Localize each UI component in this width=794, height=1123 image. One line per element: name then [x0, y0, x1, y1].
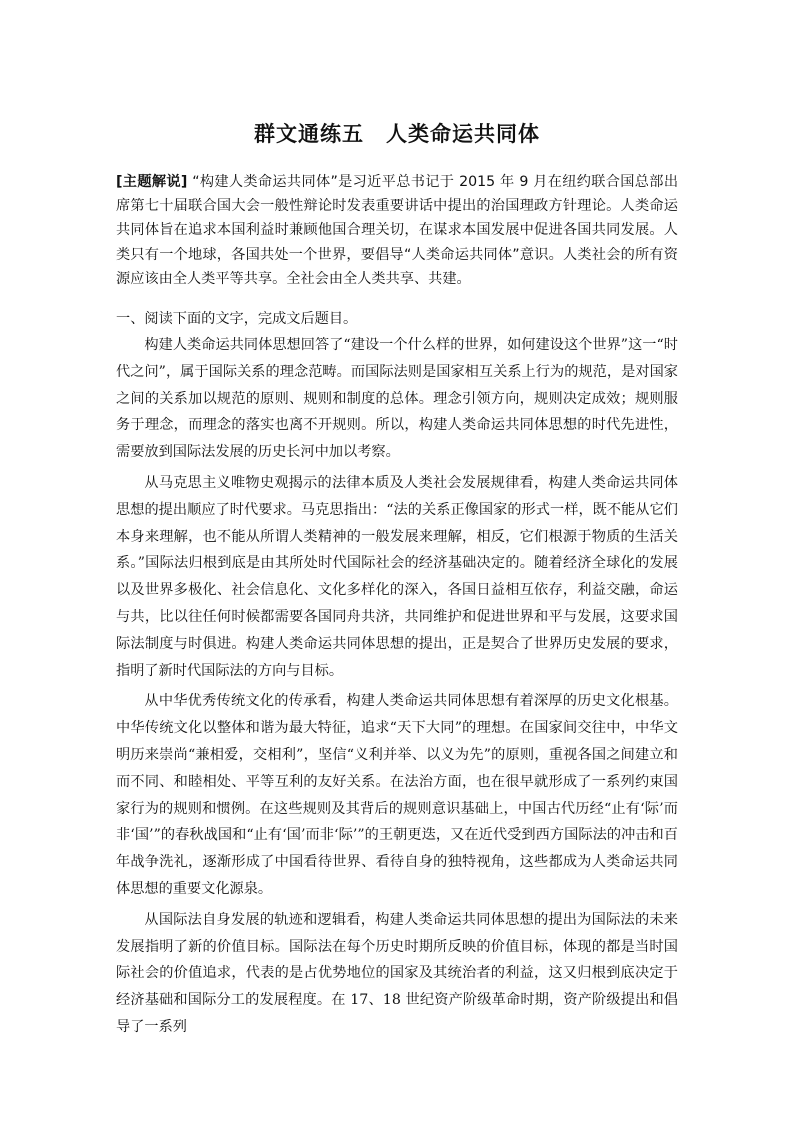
paragraph-1: 构建人类命运共同体思想回答了“建设一个什么样的世界，如何建设这个世界”这一“时代之问”，属于国际关系的理念范畴。而国际法则是国家相互关系上行为的规范，是对国家之间的关系加以规范的原则、规则和制度的总体。理念引领方向，规则决定成效；规则服务于理念，而理念的落实也离不开规则。所以，构建人类命运共同体思想的时代先进性，需要放到国际法发展的历史长河中加以考察。 — [116, 337, 678, 461]
paragraph-4: 从国际法自身发展的轨迹和逻辑看，构建人类命运共同体思想的提出为国际法的未来发展指明了新的价值目标。国际法在每个历史时期所反映的价值目标，体现的都是当时国际社会的价值追求，代表的是占优势地位的国家及其统治者的利益，这又归根到底决定于经济基础和国际分工的发展程度。在 17、18 世纪资产阶级革命时期，资产阶级提出和倡导了一系列 — [116, 911, 678, 1035]
reading-passage — [116, 332, 678, 1045]
question-heading: 一、阅读下面的文字，完成文后题目。 — [116, 311, 358, 327]
theme-intro — [116, 170, 678, 291]
paragraph-3: 从中华优秀传统文化的传承看，构建人类命运共同体思想有着深厚的历史文化根基。中华传统文化以整体和谐为最大特征，追求“天下大同”的理想。在国家间交往中，中华文明历来崇尚“兼相爱，交相利”，坚信“义利并举、以义为先”的原则，重视各国之间建立和而不同、和睦相处、平等互利的友好关系。在法治方面，也在很早就形成了一系列约束国家行为的规则和惯例。在这些规则及其背后的规则意识基础上，中国古代历经“止有‘际’而非‘国’”的春秋战国和“止有‘国’而非‘际’”的王朝更迭，又在近代受到西方国际法的冲击和百年战争洗礼，逐渐形成了中国看待世界、看待自身的独特视角，这些都成为人类命运共同体思想的重要文化源泉。 — [116, 693, 678, 897]
theme-intro-text: “构建人类命运共同体”是习近平总书记于 2015 年 9 月在纽约联合国总部出席第七十届联合国大会一般性辩论时发表重要讲话中提出的治国理政方针理论。人类命运共同体旨在追求本国利益时兼顾他国合理关切，在谋求本国发展中促进各国共同发展。人类只有一个地球，各国共处一个世界，要倡导“人类命运共同体”意识。人类社会的所有资源应该由全人类平等共享。全社会由全人类共享、共建。 — [116, 174, 679, 287]
page-title: 群文通练五 人类命运共同体 — [254, 122, 540, 146]
theme-tag: [主题解说] — [116, 174, 188, 190]
paragraph-2: 从马克思主义唯物史观揭示的法律本质及人类社会发展规律看，构建人类命运共同体思想的提出顺应了时代要求。马克思指出：“法的关系正像国家的形式一样，既不能从它们本身来理解，也不能从所谓人类精神的一般发展来理解，相反，它们根源于物质的生活关系。”国际法归根到底是由其所处时代国际社会的经济基础决定的。随着经济全球化的发展以及世界多极化、社会信息化、文化多样化的深入，各国日益相互依存，利益交融，命运与共，比以往任何时候都需要各国同舟共济，共同维护和促进世界和平与发展，这要求国际法制度与时俱进。构建人类命运共同体思想的提出，正是契合了世界历史发展的要求，指明了新时代国际法的方向与目标。 — [116, 474, 678, 679]
